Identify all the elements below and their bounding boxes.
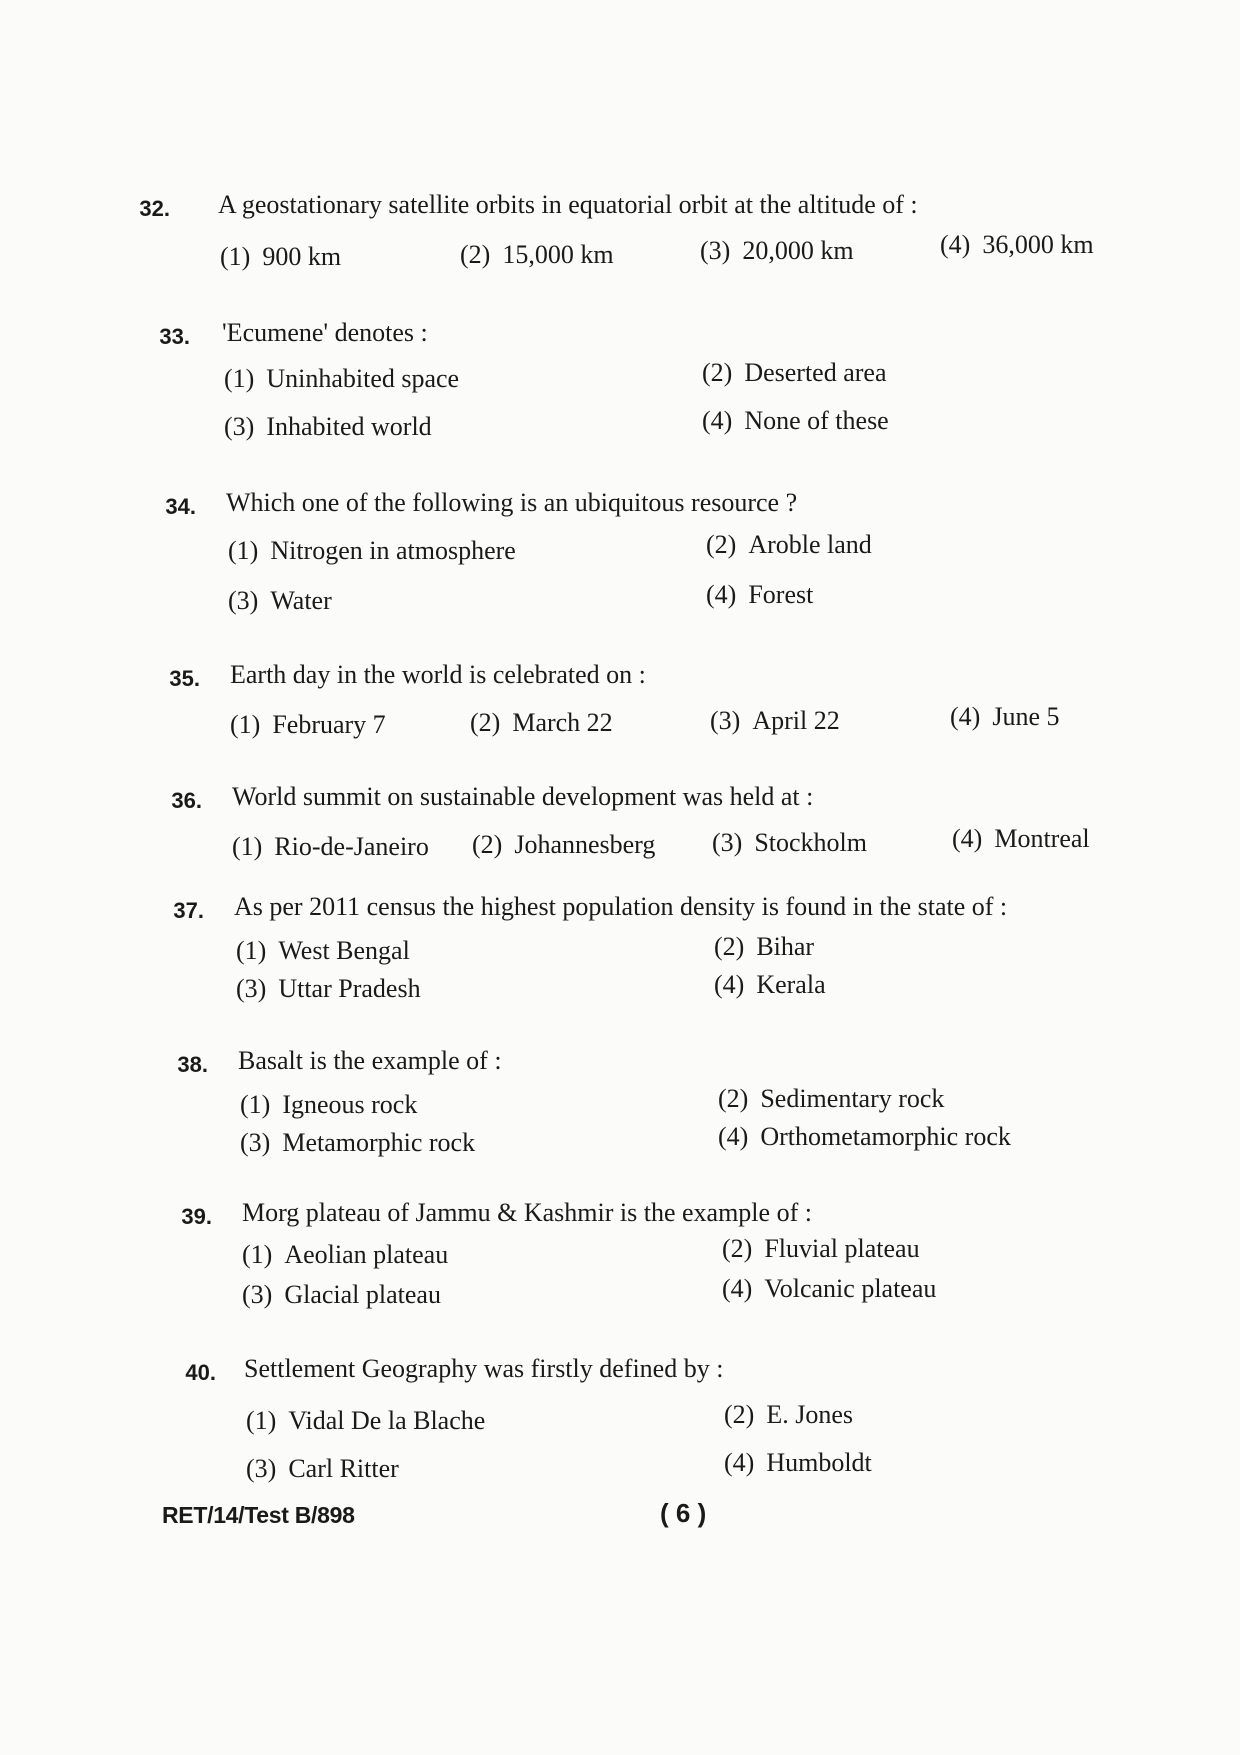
option-4	[722, 1274, 936, 1304]
option-text: Forest	[748, 580, 814, 609]
question-number: 39.	[181, 1204, 212, 1229]
option-1	[242, 1240, 448, 1270]
option-4	[724, 1448, 872, 1478]
option-number: (1)	[240, 1090, 271, 1119]
option-number: (4)	[950, 702, 981, 731]
option-2	[470, 708, 613, 738]
question-text: World summit on sustainable development was held at :	[232, 782, 814, 811]
option-2	[702, 358, 887, 388]
option-number: (2)	[460, 240, 491, 269]
option-text: Igneous rock	[282, 1090, 418, 1119]
option-text: Volcanic plateau	[764, 1274, 937, 1303]
option-text: Johannesberg	[514, 830, 656, 859]
option-number: (2)	[722, 1234, 753, 1263]
option-1	[230, 710, 386, 740]
option-text: Uninhabited space	[266, 364, 460, 393]
option-1	[224, 364, 459, 394]
option-text: Montreal	[994, 824, 1090, 853]
option-number: (3)	[246, 1454, 277, 1483]
option-3	[246, 1454, 399, 1484]
option-text: Aeolian plateau	[284, 1240, 449, 1269]
question-text: Which one of the following is an ubiquitous resource ?	[226, 488, 798, 517]
option-number: (2)	[470, 708, 501, 737]
option-text: June 5	[992, 702, 1060, 731]
option-2	[460, 240, 614, 270]
option-number: (1)	[224, 364, 255, 393]
option-number: (2)	[702, 358, 733, 387]
option-4	[950, 702, 1060, 732]
option-number: (3)	[240, 1128, 271, 1157]
option-text: Humboldt	[766, 1448, 872, 1477]
question-text: Basalt is the example of :	[238, 1046, 502, 1075]
option-3	[236, 974, 421, 1004]
option-text: February 7	[272, 710, 386, 739]
question-text: As per 2011 census the highest population density is found in the state of :	[234, 892, 1008, 921]
option-text: Kerala	[756, 970, 826, 999]
option-number: (4)	[724, 1448, 755, 1477]
option-3	[240, 1128, 475, 1158]
option-text: Carl Ritter	[288, 1454, 399, 1483]
question-text: Settlement Geography was firstly defined by :	[244, 1354, 724, 1383]
option-number: (4)	[718, 1122, 749, 1151]
test-code: RET/14/Test B/898	[162, 1502, 355, 1528]
option-number: (3)	[236, 974, 267, 1003]
option-text: March 22	[512, 708, 613, 737]
option-number: (2)	[706, 530, 737, 559]
option-4	[706, 580, 813, 610]
option-4	[718, 1122, 1011, 1152]
option-text: Rio-de-Janeiro	[274, 832, 429, 861]
option-3	[224, 412, 432, 442]
question-number: 40.	[185, 1360, 216, 1385]
option-text: West Bengal	[278, 936, 410, 965]
option-3	[242, 1280, 441, 1310]
option-text: Orthometamorphic rock	[760, 1122, 1011, 1151]
option-number: (4)	[702, 406, 733, 435]
option-number: (2)	[724, 1400, 755, 1429]
option-1	[232, 832, 429, 862]
question-number: 38.	[177, 1052, 208, 1077]
option-1	[220, 242, 341, 272]
option-1	[240, 1090, 417, 1120]
option-number: (1)	[246, 1406, 277, 1435]
option-text: Nitrogen in atmosphere	[270, 536, 516, 565]
option-text: 20,000 km	[742, 236, 854, 265]
option-2	[706, 530, 872, 560]
option-3	[710, 706, 840, 736]
option-3	[228, 586, 332, 616]
option-3	[712, 828, 867, 858]
option-1	[236, 936, 410, 966]
option-text: Inhabited world	[266, 412, 432, 441]
question-text: Earth day in the world is celebrated on :	[230, 660, 646, 689]
question-number: 36.	[171, 788, 202, 813]
option-text: Uttar Pradesh	[278, 974, 421, 1003]
option-text: 15,000 km	[502, 240, 614, 269]
option-3	[700, 236, 854, 266]
option-number: (4)	[952, 824, 983, 853]
option-number: (3)	[710, 706, 741, 735]
option-4	[702, 406, 889, 436]
option-text: Stockholm	[754, 828, 867, 857]
option-text: E. Jones	[766, 1400, 853, 1429]
option-4	[940, 230, 1094, 260]
option-number: (4)	[714, 970, 745, 999]
option-4	[714, 970, 826, 1000]
option-text: Vidal De la Blache	[288, 1406, 486, 1435]
question-text: 'Ecumene' denotes :	[222, 318, 428, 347]
option-number: (1)	[232, 832, 263, 861]
option-number: (3)	[228, 586, 259, 615]
option-number: (3)	[712, 828, 743, 857]
option-1	[228, 536, 516, 566]
option-number: (2)	[714, 932, 745, 961]
option-number: (4)	[722, 1274, 753, 1303]
option-text: Aroble land	[748, 530, 872, 559]
option-number: (1)	[228, 536, 259, 565]
question-number: 34.	[165, 494, 196, 519]
option-text: Glacial plateau	[284, 1280, 441, 1309]
option-text: April 22	[752, 706, 840, 735]
option-number: (2)	[472, 830, 503, 859]
option-1	[246, 1406, 485, 1436]
question-number: 33.	[159, 324, 190, 349]
question-number: 37.	[173, 898, 204, 923]
option-number: (4)	[940, 230, 971, 259]
option-2	[722, 1234, 920, 1264]
option-text: None of these	[744, 406, 889, 435]
option-2	[472, 830, 655, 860]
question-text: Morg plateau of Jammu & Kashmir is the example of :	[242, 1198, 812, 1227]
option-2	[714, 932, 814, 962]
option-text: Water	[270, 586, 332, 615]
option-number: (1)	[242, 1240, 273, 1269]
option-number: (2)	[718, 1084, 749, 1113]
option-2	[718, 1084, 944, 1114]
option-text: Sedimentary rock	[760, 1084, 945, 1113]
option-text: Fluvial plateau	[764, 1234, 920, 1263]
option-number: (1)	[220, 242, 251, 271]
option-text: Deserted area	[744, 358, 887, 387]
question-text: A geostationary satellite orbits in equatorial orbit at the altitude of :	[218, 190, 918, 219]
page-number: ( 6 )	[660, 1498, 707, 1528]
option-number: (3)	[242, 1280, 273, 1309]
question-number: 35.	[169, 666, 200, 691]
option-text: Bihar	[756, 932, 815, 961]
option-number: (3)	[700, 236, 731, 265]
option-text: 900 km	[262, 242, 342, 271]
option-number: (1)	[236, 936, 267, 965]
question-number: 32.	[139, 196, 170, 221]
option-text: 36,000 km	[982, 230, 1094, 259]
option-2	[724, 1400, 853, 1430]
option-number: (3)	[224, 412, 255, 441]
option-text: Metamorphic rock	[282, 1128, 476, 1157]
option-number: (4)	[706, 580, 737, 609]
option-4	[952, 824, 1090, 854]
option-number: (1)	[230, 710, 261, 739]
